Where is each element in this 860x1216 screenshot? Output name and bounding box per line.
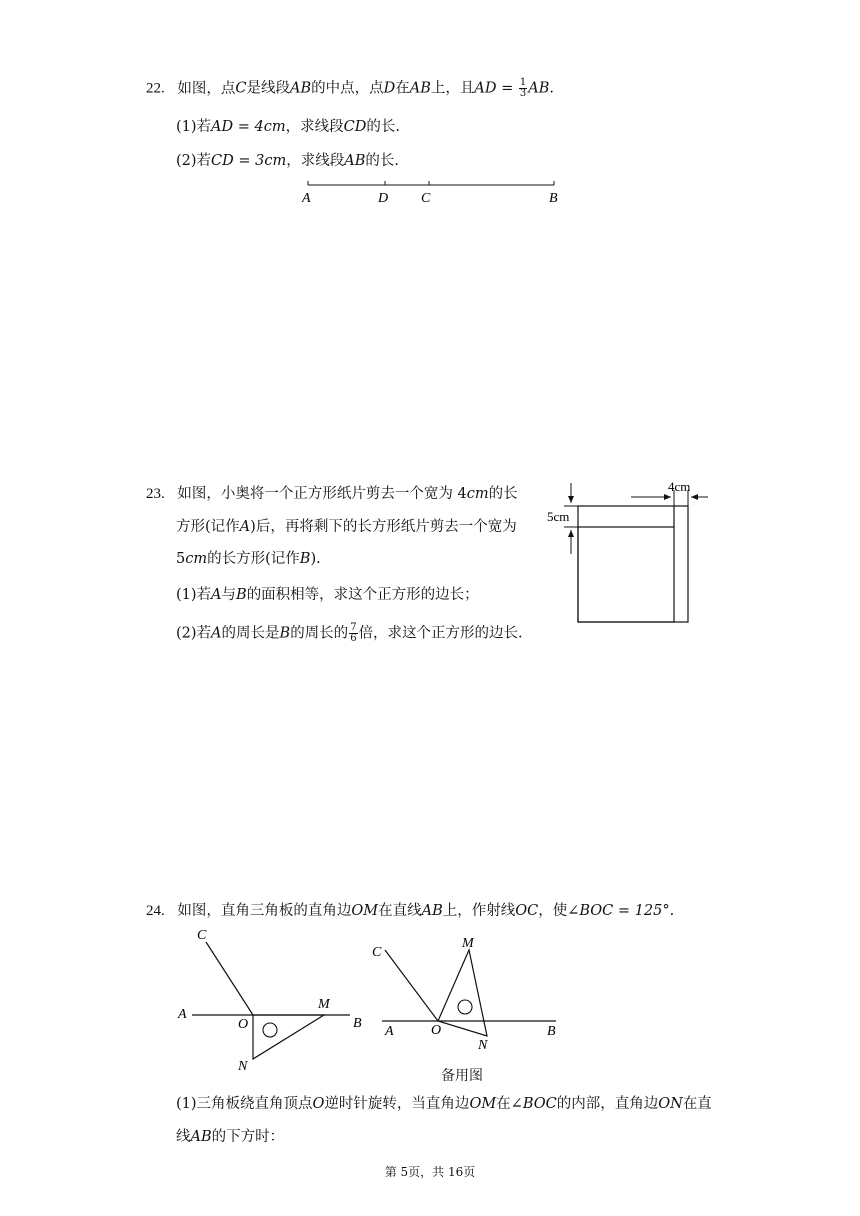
q24-figure-2 [368, 930, 568, 1060]
fig1-label-n: N [238, 1059, 248, 1074]
q24-figure-caption: 备用图 [441, 1068, 483, 1084]
q22-segment-figure [296, 178, 566, 210]
q24-part1-line2: 线AB的下方时： [176, 1129, 285, 1145]
q22-number: 22. [146, 80, 165, 97]
q23-fraction: $\frac{7}{6}$ [350, 622, 357, 644]
point-d-label: D [378, 191, 389, 206]
q24-figure-1 [170, 925, 370, 1075]
label-5cm: 5cm [547, 509, 570, 524]
q23-line2: 方形(记作A)后，再将剩下的长方形纸片剪去一个宽为 [176, 519, 517, 535]
point-c-label: C [421, 191, 431, 206]
q24-part1-line1: (1)三角板绕直角顶点O逆时针旋转，当直角边OM在∠BOC的内部，直角边ON在直 [176, 1096, 712, 1112]
fig1-label-o: O [238, 1017, 249, 1032]
page-footer: 第 5页，共 16页 [384, 1165, 476, 1179]
fig1-label-a: A [178, 1007, 187, 1022]
q23-line3: 5cm的长方形(记作B). [176, 551, 321, 567]
q23-part2: (2)若A的周长是B的周长的 $\frac{7}{6}$ 倍，求这个正方形的边长. [176, 622, 523, 644]
q22-fraction: $\frac{1}{3}$ [519, 77, 527, 99]
point-a-label: A [302, 191, 311, 206]
point-b-label: B [549, 191, 558, 206]
fig2-label-n: N [478, 1038, 488, 1053]
fig2-label-m: M [462, 936, 474, 951]
fig1-label-b: B [353, 1016, 362, 1031]
q22-part1: (1)若AD = 4cm，求线段CD的长. [176, 119, 400, 135]
q24-number: 24. [146, 903, 165, 919]
fig2-label-c: C [372, 945, 382, 960]
q23-line1: 23. 如图，小奥将一个正方形纸片剪去一个宽为 4cm的长 [146, 486, 518, 502]
fig2-label-b: B [547, 1024, 556, 1039]
label-4cm: 4cm [668, 479, 691, 494]
fig2-label-a: A [385, 1024, 394, 1039]
fig1-label-m: M [318, 997, 330, 1012]
q23-number: 23. [146, 486, 165, 502]
q22-part2: (2)若CD = 3cm，求线段AB的长. [176, 153, 399, 169]
fig2-label-o: O [431, 1023, 442, 1038]
fig1-label-c: C [197, 928, 207, 943]
q23-part1: (1)若A与B的面积相等，求这个正方形的边长； [176, 587, 479, 603]
q24-stem: 24. 如图，直角三角板的直角边OM在直线AB上，作射线OC，使∠BOC = 125°. [146, 903, 675, 919]
q23-square-figure [540, 474, 720, 634]
q22-stem: 22. 如图，点C是线段AB的中点，点D在AB上，且AD = $\frac{1}{3}$ AB. [146, 77, 554, 99]
